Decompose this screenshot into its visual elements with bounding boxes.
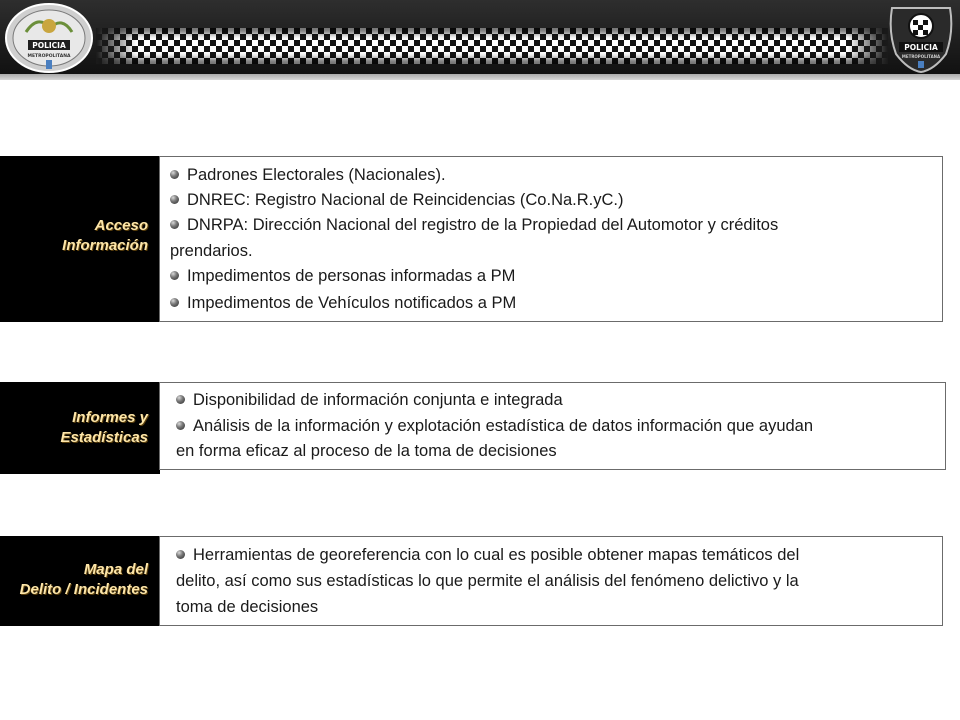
list-item [170, 166, 446, 185]
section-content-acceso [159, 156, 943, 322]
list-item [170, 216, 778, 235]
list-item-continuation [176, 598, 318, 617]
bullet-icon [170, 271, 179, 280]
list-item [176, 546, 799, 565]
section-label-mapa [0, 536, 160, 626]
list-item-text: en forma eficaz al proceso de la toma de decisiones [176, 442, 557, 460]
list-item [176, 417, 813, 436]
list-item-text: Análisis de la información y explotación estadística de datos información que ayudan [193, 417, 814, 435]
label-line-1: Informes y [72, 409, 148, 426]
label-line-2: Información [62, 237, 148, 254]
list-item-text: Impedimentos de personas informadas a PM [187, 267, 516, 285]
right-police-badge-logo [886, 2, 956, 74]
section-label-text [60, 408, 148, 448]
checkered-fade-right [848, 28, 888, 64]
section-content-mapa [159, 536, 943, 626]
left-logo-subtext: METROPOLITANA [27, 54, 71, 59]
list-item-text: Padrones Electorales (Nacionales). [187, 166, 446, 184]
bullet-icon [170, 170, 179, 179]
list-item-continuation [176, 572, 799, 591]
list-item-text: toma de decisiones [176, 598, 319, 616]
checkered-fade-left [96, 28, 136, 64]
section-label-text [62, 216, 148, 256]
list-item-text: DNREC: Registro Nacional de Reincidencias (Co.Na.R.yC.) [187, 191, 624, 209]
list-item-text: Herramientas de georeferencia con lo cual es posible obtener mapas temáticos del [193, 546, 800, 564]
header-bottom-strip [0, 74, 960, 80]
list-item-text: prendarios. [170, 242, 253, 260]
bullet-icon [176, 421, 185, 430]
list-item [176, 391, 563, 410]
list-item-continuation [170, 242, 253, 261]
list-item-text: Disponibilidad de información conjunta e integrada [193, 391, 563, 409]
label-line-2: Delito / Incidentes [19, 581, 148, 598]
list-item [170, 294, 516, 313]
bullet-icon [176, 395, 185, 404]
list-item [170, 191, 624, 210]
right-logo-text: POLICIA [904, 43, 938, 52]
section-label-informes [0, 382, 160, 474]
header-banner [0, 0, 960, 80]
bullet-icon [170, 195, 179, 204]
bullet-icon [176, 550, 185, 559]
list-item-text: Impedimentos de Vehículos notificados a PM [187, 294, 517, 312]
bullet-icon [170, 220, 179, 229]
left-police-badge-logo [4, 2, 94, 74]
section-label-text [20, 560, 148, 600]
section-label-acceso [0, 156, 160, 322]
list-item-text: DNRPA: Dirección Nacional del registro de la Propiedad del Automotor y créditos [187, 216, 779, 234]
list-item-text: delito, así como sus estadísticas lo que permite el análisis del fenómeno delictivo y la [176, 572, 799, 590]
list-item-continuation [176, 442, 557, 461]
checkered-band [96, 28, 888, 64]
label-line-1: Mapa del [83, 561, 148, 578]
right-logo-subtext: METROPOLITANA [901, 54, 941, 59]
left-logo-text: POLICIA [32, 41, 66, 50]
bullet-icon [170, 298, 179, 307]
label-line-2: Estadísticas [60, 429, 148, 446]
label-line-1: Acceso [94, 217, 148, 234]
list-item [170, 267, 515, 286]
section-content-informes [159, 382, 946, 470]
